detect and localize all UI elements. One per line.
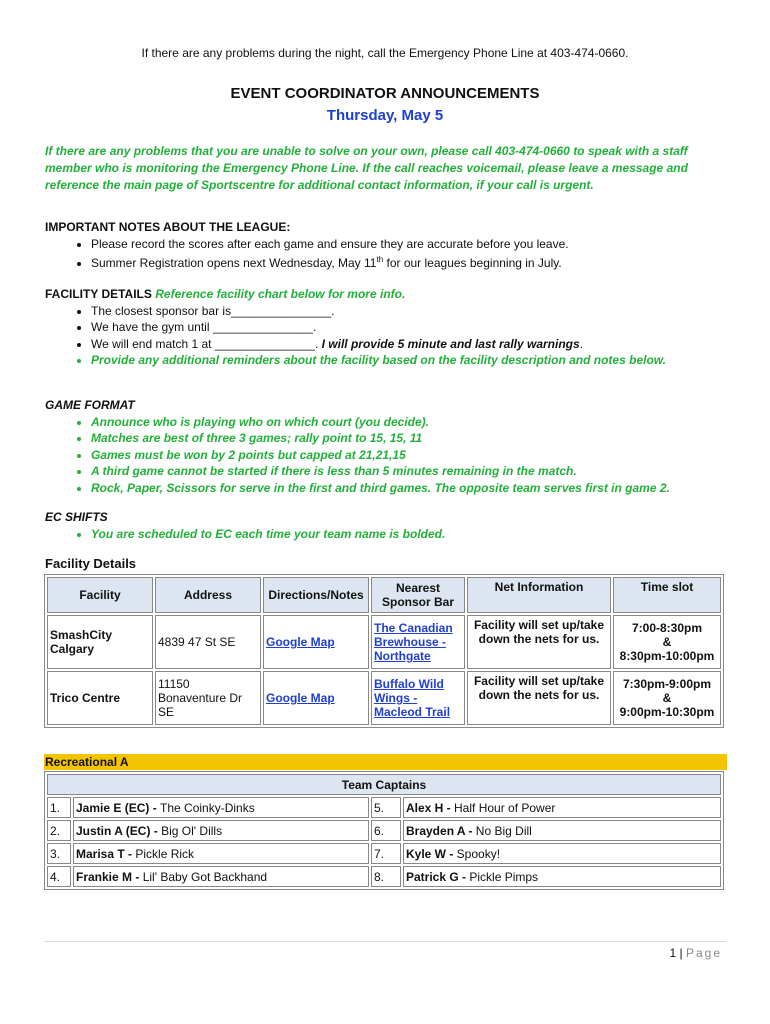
facility-details-heading: FACILITY DETAILS Reference facility chart below for more info.: [45, 287, 406, 301]
captain-number: 7.: [371, 843, 401, 864]
captain-number: 8.: [371, 866, 401, 887]
net-info: Facility will set up/take down the nets for us.: [467, 671, 611, 725]
captain-number: 4.: [47, 866, 71, 887]
table-row: [47, 615, 721, 669]
sponsor-cell: [371, 615, 465, 669]
captain-number: 2.: [47, 820, 71, 841]
table-header-row: [47, 577, 721, 613]
header-directions: Directions/Notes: [263, 577, 369, 613]
captain-number: 1.: [47, 797, 71, 818]
sponsor-cell: [371, 671, 465, 725]
game-format-heading: GAME FORMAT: [45, 398, 135, 412]
captain-number: 3.: [47, 843, 71, 864]
list-item: • Games must be won by 2 points but capped at 21,21,15: [91, 447, 735, 464]
table-row: [47, 843, 721, 864]
facility-address: 11150 Bonaventure Dr SE: [155, 671, 261, 725]
list-item: • The closest sponsor bar is_______________.: [91, 303, 735, 320]
header-time: Time slot: [613, 577, 721, 613]
table-header-row: [47, 774, 721, 795]
captain-cell: Patrick G - Pickle Pimps: [403, 866, 721, 887]
game-format-section: [45, 397, 735, 496]
list-item: • We have the gym until _______________.: [91, 319, 735, 336]
facility-address: 4839 47 St SE: [155, 615, 261, 669]
list-item: • Matches are best of three 3 games; rally point to 15, 15, 11: [91, 430, 735, 447]
table-row: [47, 671, 721, 725]
list-item: • We will end match 1 at _______________. I will provide 5 minute and last rally warnings.: [91, 336, 735, 353]
facility-table-title: Facility Details: [45, 556, 137, 571]
page-footer: 1 | Page: [669, 946, 722, 960]
net-info: Facility will set up/take down the nets for us.: [467, 615, 611, 669]
ec-shifts-section: [45, 509, 735, 542]
list-item: • Summer Registration opens next Wednesday, May 11th for our leagues beginning in July.: [91, 252, 735, 272]
header-facility: Facility: [47, 577, 153, 613]
header-net: Net Information: [467, 577, 611, 613]
captain-cell: Jamie E (EC) - The Coinky-Dinks: [73, 797, 369, 818]
footer-divider: [44, 941, 726, 942]
header-sponsor: Nearest Sponsor Bar: [371, 577, 465, 613]
facility-name: Trico Centre: [47, 671, 153, 725]
captain-cell: Brayden A - No Big Dill: [403, 820, 721, 841]
list-item: • Please record the scores after each game and ensure they are accurate before you leave.: [91, 236, 735, 253]
facility-table: [44, 574, 724, 728]
captain-number: 6.: [371, 820, 401, 841]
time-slot: 7:00-8:30pm & 8:30pm-10:00pm: [613, 615, 721, 669]
header-address: Address: [155, 577, 261, 613]
captain-cell: Frankie M - Lil' Baby Got Backhand: [73, 866, 369, 887]
team-captains-table: [44, 771, 724, 890]
emergency-note: If there are any problems during the night, call the Emergency Phone Line at 403-474-0660.: [141, 46, 629, 60]
table-row: [47, 866, 721, 887]
captain-cell: Alex H - Half Hour of Power: [403, 797, 721, 818]
google-map-link[interactable]: Google Map: [266, 691, 335, 705]
ec-shifts-heading: EC SHIFTS: [45, 510, 108, 524]
recreational-a-label: Recreational A: [44, 754, 727, 770]
captain-cell: Kyle W - Spooky!: [403, 843, 721, 864]
page-number: 1: [669, 946, 677, 960]
google-map-link[interactable]: Google Map: [266, 635, 335, 649]
directions-cell: [263, 615, 369, 669]
table-row: [47, 797, 721, 818]
sponsor-link[interactable]: The Canadian Brewhouse - Northgate: [374, 621, 453, 663]
facility-name: SmashCity Calgary: [47, 615, 153, 669]
list-item: • Rock, Paper, Scissors for serve in the first and third games. The opposite team serves first in game 2.: [91, 480, 735, 497]
list-item: • A third game cannot be started if there is less than 5 minutes remaining in the match.: [91, 463, 735, 480]
team-captains-header: Team Captains: [47, 774, 721, 795]
list-item: • You are scheduled to EC each time your team name is bolded.: [91, 526, 735, 543]
page-word: Page: [685, 946, 722, 960]
page-title: EVENT COORDINATOR ANNOUNCEMENTS: [230, 85, 540, 102]
captain-number: 5.: [371, 797, 401, 818]
league-notes-section: [45, 219, 735, 272]
sponsor-link[interactable]: Buffalo Wild Wings - Macleod Trail: [374, 677, 451, 719]
captain-cell: Marisa T - Pickle Rick: [73, 843, 369, 864]
page-date: Thursday, May 5: [326, 107, 444, 124]
league-notes-heading: IMPORTANT NOTES ABOUT THE LEAGUE:: [45, 220, 291, 234]
time-slot: 7:30pm-9:00pm & 9:00pm-10:30pm: [613, 671, 721, 725]
directions-cell: [263, 671, 369, 725]
list-item: • Provide any additional reminders about the facility based on the facility description and notes below.: [91, 352, 735, 369]
intro-paragraph: If there are any problems that you are unable to solve on your own, please call 403-474-0660 to speak with a staff member who is monitoring the Emergency Phone Line. If the call reaches voicemail, please leave a message and reference the main page of Sportscentre for additional contact information, if your call is urgent.: [45, 144, 688, 192]
table-row: [47, 820, 721, 841]
facility-details-section: [45, 286, 735, 369]
list-item: • Announce who is playing who on which court (you decide).: [91, 414, 735, 431]
captain-cell: Justin A (EC) - Big Ol' Dills: [73, 820, 369, 841]
